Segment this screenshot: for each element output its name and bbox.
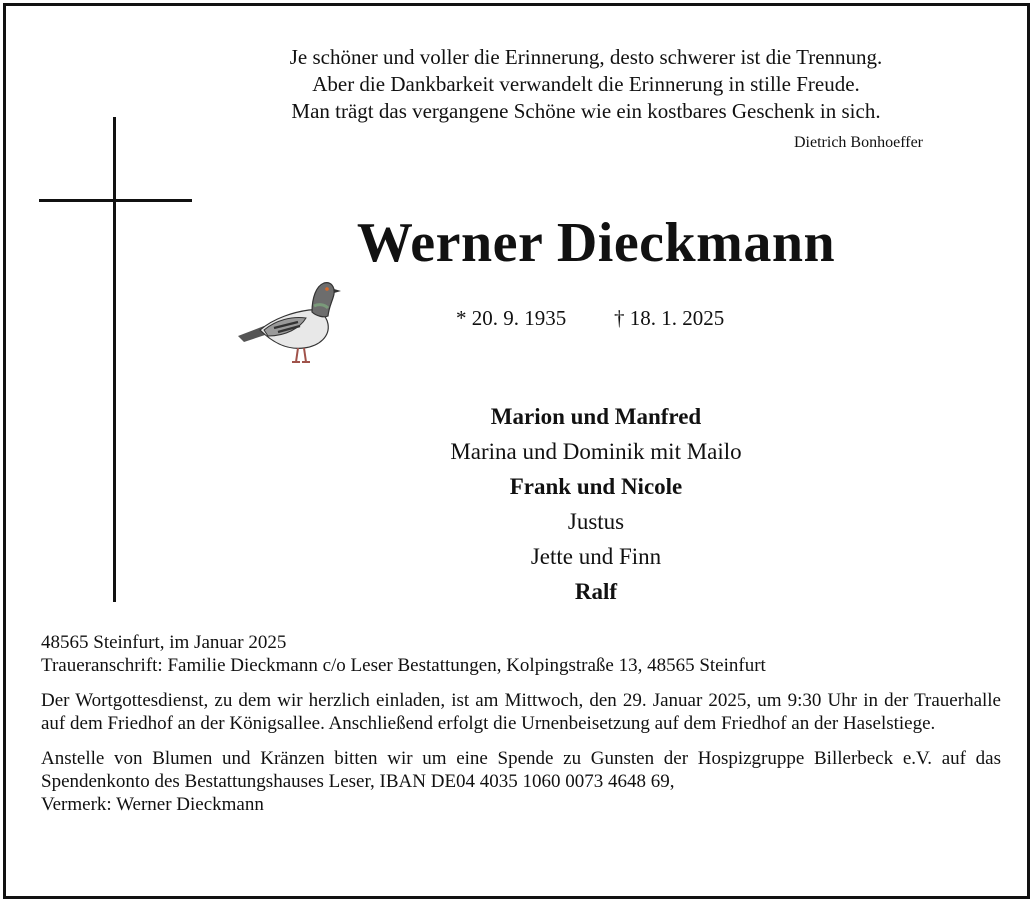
quote-line: Aber die Dankbarkeit verwandelt die Erinnerung in stille Freude. bbox=[312, 72, 860, 96]
donation-request: Anstelle von Blumen und Kränzen bitten wir um eine Spende zu Gunsten der Hospizgruppe Billerbeck e.V. auf das Spendenkonto des Bestattungshauses Leser, IBAN DE04 4035 1060 0073 4648 69, bbox=[41, 748, 1001, 792]
death-date: † 18. 1. 2025 bbox=[614, 306, 725, 330]
deceased-name: Werner Dieckmann bbox=[356, 212, 836, 274]
birth-date: * 20. 9. 1935 bbox=[456, 306, 567, 330]
family-member: Marion und Manfred bbox=[490, 404, 702, 429]
dove-icon bbox=[234, 274, 344, 369]
cross-vertical-bar bbox=[113, 117, 116, 602]
family-member: Jette und Finn bbox=[530, 544, 662, 569]
obituary-frame bbox=[3, 3, 1030, 899]
family-list bbox=[346, 399, 846, 609]
family-member: Marina und Dominik mit Mailo bbox=[450, 439, 742, 464]
cross-horizontal-bar bbox=[39, 199, 192, 202]
service-details: Der Wortgottesdienst, zu dem wir herzlich einladen, ist am Mittwoch, den 29. Januar 2025, um 9:30 Uhr in der Trauerhalle auf dem Friedhof an der Königsallee. Anschließend erfolgt die Urnenbeisetzung auf dem Friedhof an der Haselstiege. bbox=[41, 690, 1001, 734]
quote-line: Je schöner und voller die Erinnerung, desto schwerer ist die Trennung. bbox=[289, 45, 883, 69]
quote bbox=[236, 44, 936, 125]
family-member: Justus bbox=[567, 509, 625, 534]
place-date: 48565 Steinfurt, im Januar 2025 bbox=[41, 632, 287, 653]
family-member: Frank und Nicole bbox=[509, 474, 683, 499]
donation-note: Vermerk: Werner Dieckmann bbox=[41, 794, 264, 815]
family-member: Ralf bbox=[574, 579, 618, 604]
footer-notice bbox=[41, 631, 1001, 816]
quote-author: Dietrich Bonhoeffer bbox=[794, 134, 923, 151]
mourning-address: Traueranschrift: Familie Dieckmann c/o Leser Bestattungen, Kolpingstraße 13, 48565 Steinfurt bbox=[41, 655, 766, 676]
quote-line: Man trägt das vergangene Schöne wie ein kostbares Geschenk in sich. bbox=[291, 99, 881, 123]
